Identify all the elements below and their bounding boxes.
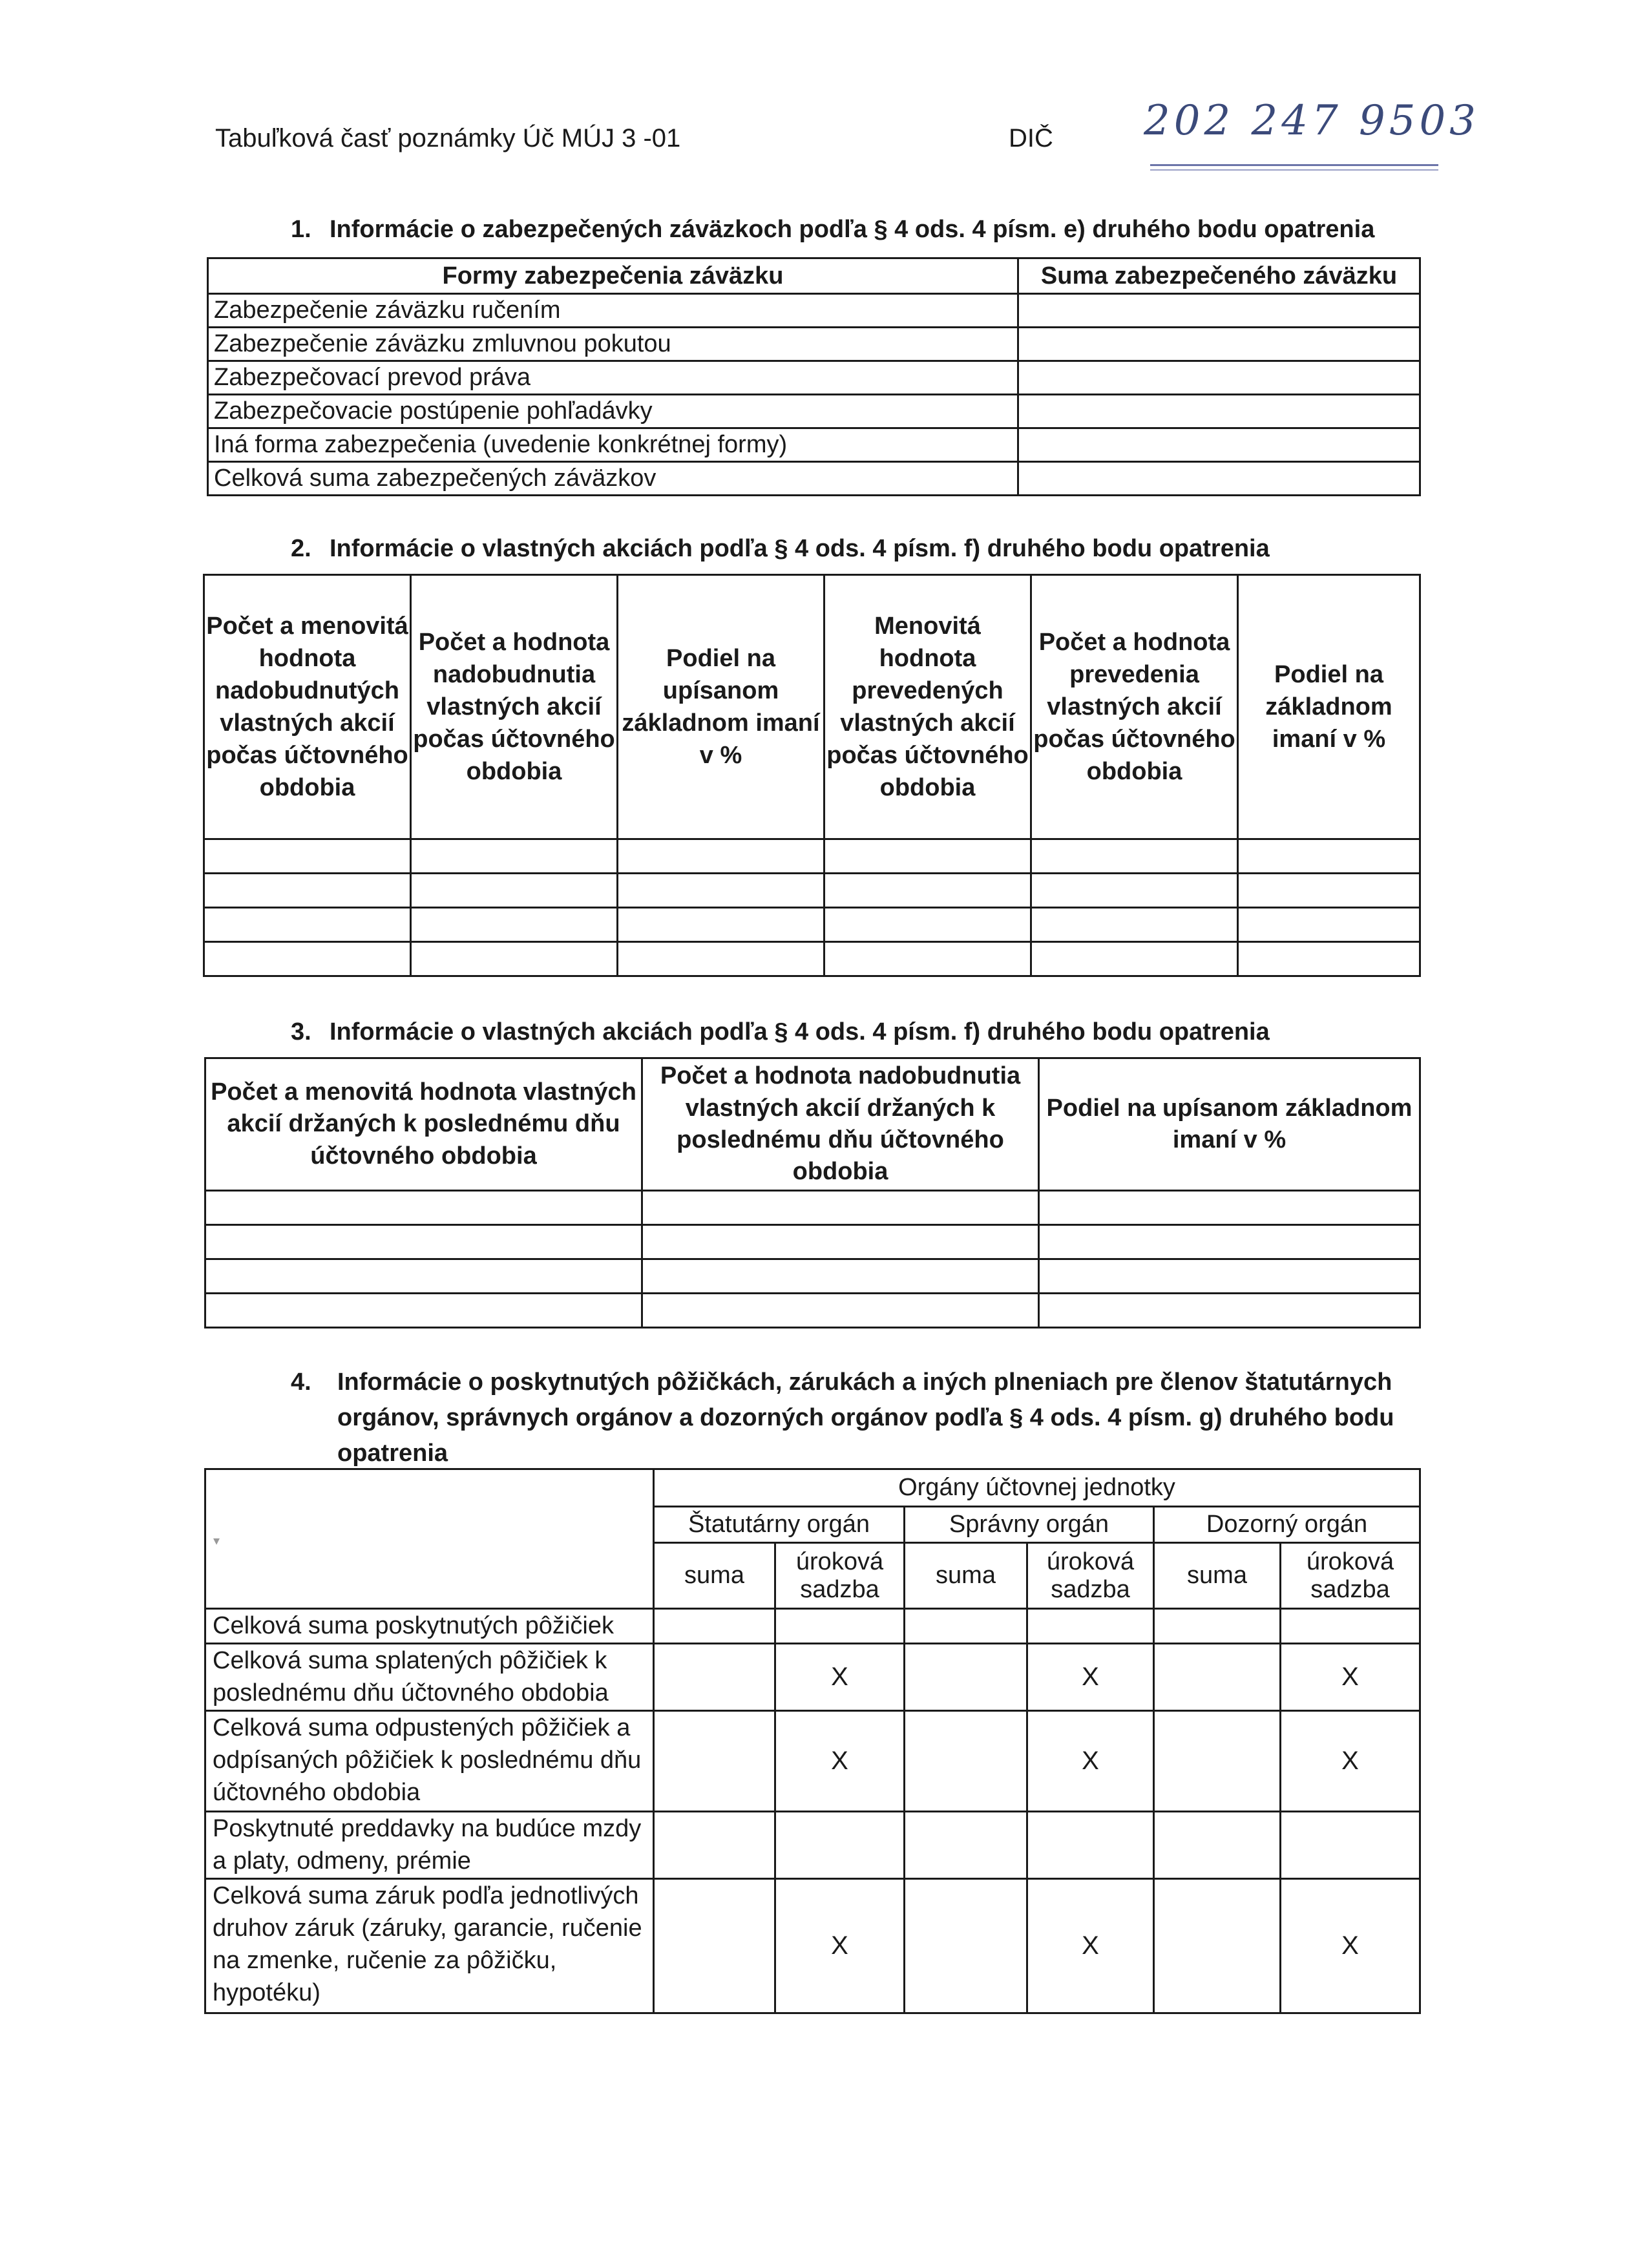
dic-underline-second [1150,169,1438,171]
row-label-guarantee: Zabezpečenie záväzku ručením [208,294,1018,328]
section3-title-text: Informácie o vlastných akciách podľa § 4 ods. 4 písm. f) druhého bodu opatrenia [330,1018,1270,1045]
data-cell[interactable] [654,1644,775,1711]
data-cell[interactable] [642,1191,1039,1225]
data-cell[interactable] [1154,1609,1281,1644]
data-cell[interactable] [1039,1259,1420,1294]
sum-subheader: suma [1154,1543,1281,1609]
data-cell[interactable] [1039,1294,1420,1328]
col-header-share-subscribed: Podiel na upísanom základnom imaní v % [618,575,824,839]
section4-number: 4. [291,1369,311,1396]
cross-mark: X [1281,1711,1420,1812]
data-cell[interactable] [654,1812,775,1879]
rate-subheader: úroková sadzba [1281,1543,1420,1609]
data-cell[interactable] [775,1609,905,1644]
section2-title-text: Informácie o vlastných akciách podľa § 4 ods. 4 písm. f) druhého bodu opatrenia [330,535,1270,562]
cross-mark: X [1027,1879,1154,2013]
data-cell[interactable] [642,1294,1039,1328]
col-header-shares-held: Počet a menovitá hodnota vlastných akcií držaných k poslednému dňu účtovného obdobia [205,1058,642,1191]
col-header-transferred-nominal: Menovitá hodnota prevedených vlastných akcií počas účtovného obdobia [824,575,1031,839]
data-cell[interactable] [905,1879,1027,2013]
data-cell[interactable] [654,1711,775,1812]
data-cell[interactable] [654,1609,775,1644]
data-cell[interactable] [205,1259,642,1294]
table-row [205,1225,1420,1259]
cross-mark: X [1027,1711,1154,1812]
data-cell[interactable] [204,942,411,976]
section4-title [291,1365,1422,1471]
col-header-share-capital: Podiel na základnom imaní v % [1238,575,1420,839]
data-cell[interactable] [1027,1609,1154,1644]
data-cell[interactable] [1281,1812,1420,1879]
data-cell[interactable] [1031,908,1238,942]
own-shares-table [203,574,1421,977]
data-cell[interactable] [1154,1711,1281,1812]
administrative-organ-header: Správny orgán [905,1507,1154,1543]
row-label-loans-forgiven: Celková suma odpustených pôžičiek a odpísaných pôžičiek k poslednému dňu účtovného obdobia [205,1711,654,1812]
data-cell[interactable] [1031,942,1238,976]
amount-cell[interactable] [1018,294,1420,328]
data-cell[interactable] [824,839,1031,874]
table-row [204,942,1420,976]
col-header-share-subscribed: Podiel na upísanom základnom imaní v % [1039,1058,1420,1191]
section1-title [291,212,1374,247]
row-label-other-form: Iná forma zabezpečenia (uvedenie konkrétnej formy) [208,428,1018,462]
data-cell[interactable] [824,908,1031,942]
data-cell[interactable] [1031,874,1238,908]
data-cell[interactable] [205,1225,642,1259]
section3-title [291,1014,1270,1050]
data-cell[interactable] [905,1711,1027,1812]
data-cell[interactable] [905,1609,1027,1644]
data-cell[interactable] [824,874,1031,908]
amount-cell[interactable] [1018,428,1420,462]
section2-title [291,531,1270,567]
data-cell[interactable] [654,1879,775,2013]
cross-mark: X [1281,1879,1420,2013]
loans-guarantees-table [204,1468,1421,2014]
table-row [204,839,1420,874]
data-cell[interactable] [1238,874,1420,908]
data-cell[interactable] [1238,942,1420,976]
organs-group-header: Orgány účtovnej jednotky [654,1469,1420,1507]
section4-title-text: Informácie o poskytnutých pôžičkách, zárukách a iných plneniach pre členov štatutárnych orgánov, správnych orgánov a dozorných orgánov podľa § 4 ods. 4 písm. g) druhého bodu opatrenia [337,1369,1394,1467]
row-label-loans-repaid: Celková suma splatených pôžičiek k poslednému dňu účtovného obdobia [205,1644,654,1711]
scan-artifact-mark: ▾ [213,1534,220,1548]
data-cell[interactable] [824,942,1031,976]
corner-cell [205,1469,654,1609]
data-cell[interactable] [1039,1225,1420,1259]
data-cell[interactable] [1238,908,1420,942]
own-shares-held-table [204,1057,1421,1328]
data-cell[interactable] [642,1225,1039,1259]
row-label-transfer-of-right: Zabezpečovací prevod práva [208,361,1018,395]
form-title: Tabuľková časť poznámky Úč MÚJ 3 -01 [215,124,681,152]
data-cell[interactable] [618,874,824,908]
row-label-assignment-of-receivable: Zabezpečovacie postúpenie pohľadávky [208,395,1018,428]
data-cell[interactable] [905,1812,1027,1879]
cross-mark: X [1281,1644,1420,1711]
col-header-acquisition-value: Počet a hodnota nadobudnutia vlastných akcií počas účtovného obdobia [411,575,618,839]
supervisory-organ-header: Dozorný orgán [1154,1507,1420,1543]
data-cell[interactable] [204,874,411,908]
data-cell[interactable] [411,908,618,942]
data-cell[interactable] [1031,839,1238,874]
row-label-total: Celková suma zabezpečených záväzkov [208,462,1018,496]
col-header-security-forms: Formy zabezpečenia záväzku [208,258,1018,294]
data-cell[interactable] [775,1812,905,1879]
col-header-transfer-value: Počet a hodnota prevedenia vlastných akcií počas účtovného obdobia [1031,575,1238,839]
data-cell[interactable] [1154,1879,1281,2013]
table-row [205,1259,1420,1294]
table-row [205,1191,1420,1225]
data-cell[interactable] [1027,1812,1154,1879]
rate-subheader: úroková sadzba [1027,1543,1154,1609]
table-row [204,874,1420,908]
data-cell[interactable] [618,942,824,976]
sum-subheader: suma [905,1543,1027,1609]
data-cell[interactable] [618,908,824,942]
col-header-acquired-shares: Počet a menovitá hodnota nadobudnutých vlastných akcií počas účtovného obdobia [204,575,411,839]
amount-cell[interactable] [1018,328,1420,361]
data-cell[interactable] [205,1191,642,1225]
data-cell[interactable] [1039,1191,1420,1225]
data-cell[interactable] [1281,1609,1420,1644]
section3-number: 3. [291,1018,311,1045]
data-cell[interactable] [642,1259,1039,1294]
data-cell[interactable] [1238,839,1420,874]
row-label-advances: Poskytnuté preddavky na budúce mzdy a platy, odmeny, prémie [205,1812,654,1879]
table-row [205,1294,1420,1328]
row-label-loans-provided: Celková suma poskytnutých pôžičiek [205,1609,654,1644]
section1-number: 1. [291,216,311,243]
data-cell[interactable] [1154,1812,1281,1879]
statutory-organ-header: Štatutárny orgán [654,1507,905,1543]
data-cell[interactable] [411,942,618,976]
data-cell[interactable] [205,1294,642,1328]
cross-mark: X [775,1879,905,2013]
sum-subheader: suma [654,1543,775,1609]
cross-mark: X [775,1711,905,1812]
cross-mark: X [1027,1644,1154,1711]
data-cell[interactable] [411,839,618,874]
amount-cell[interactable] [1018,361,1420,395]
section1-title-text: Informácie o zabezpečených záväzkoch podľa § 4 ods. 4 písm. e) druhého bodu opatrenia [330,216,1375,243]
row-label-guarantees-total: Celková suma záruk podľa jednotlivých druhov záruk (záruky, garancie, ručenie na zmenke, ručenie za pôžičku, hypotéku) [205,1879,654,2013]
rate-subheader: úroková sadzba [775,1543,905,1609]
data-cell[interactable] [618,839,824,874]
dic-label: DIČ [1009,124,1053,152]
data-cell[interactable] [204,839,411,874]
data-cell[interactable] [1154,1644,1281,1711]
section2-number: 2. [291,535,311,562]
data-cell[interactable] [411,874,618,908]
col-header-acquisition-held: Počet a hodnota nadobudnutia vlastných akcií držaných k poslednému dňu účtovného obdobia [642,1058,1039,1191]
secured-liabilities-table [207,257,1421,496]
dic-handwritten-value: 202 247 9503 [1144,97,1480,145]
col-header-secured-amount: Suma zabezpečeného záväzku [1018,258,1420,294]
data-cell[interactable] [905,1644,1027,1711]
amount-cell[interactable] [1018,395,1420,428]
row-label-contractual-penalty: Zabezpečenie záväzku zmluvnou pokutou [208,328,1018,361]
amount-cell[interactable] [1018,462,1420,496]
cross-mark: X [775,1644,905,1711]
data-cell[interactable] [204,908,411,942]
dic-underline [1150,164,1438,166]
table-row [204,908,1420,942]
